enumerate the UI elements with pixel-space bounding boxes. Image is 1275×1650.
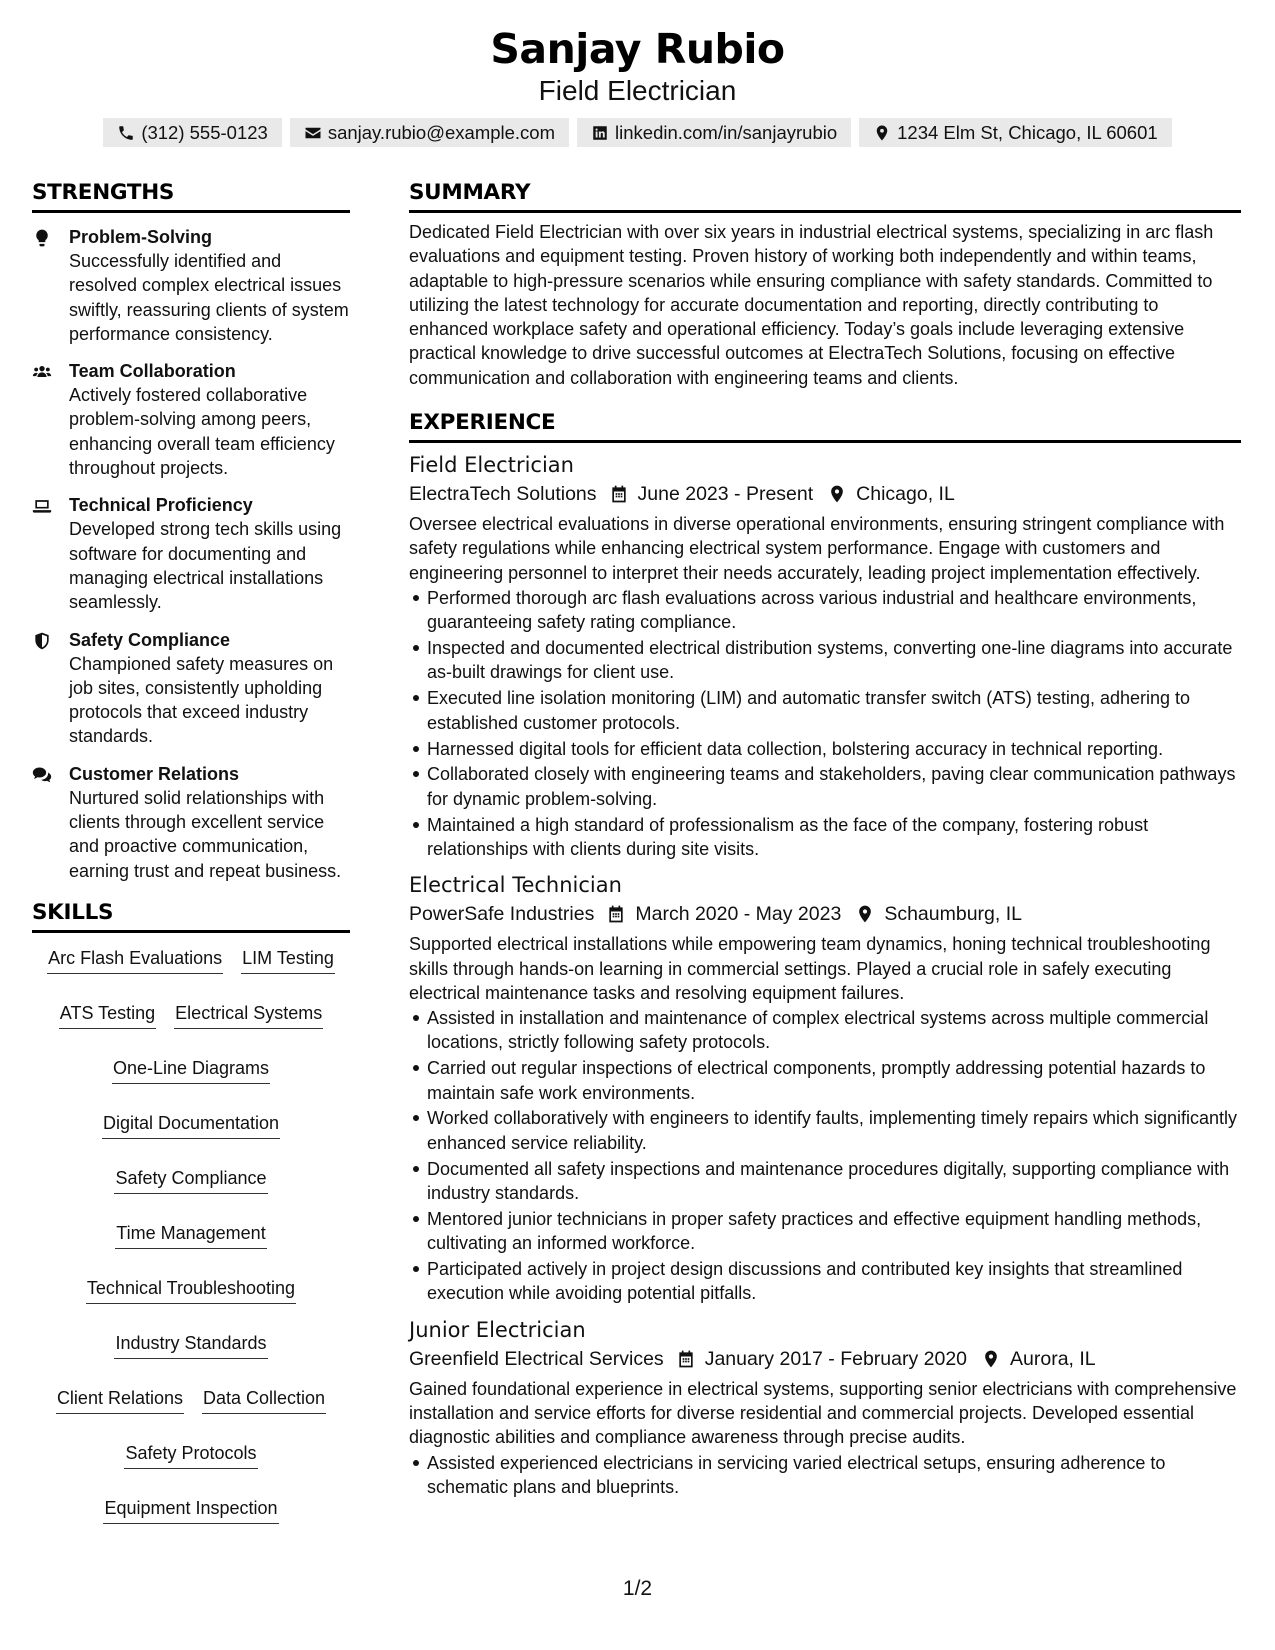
strength-title: Problem-Solving: [69, 227, 213, 247]
job-bullets: [409, 1451, 1241, 1500]
skill-tag: Digital Documentation: [102, 1110, 280, 1139]
skill-tag: Time Management: [115, 1220, 266, 1249]
skill-tag: One-Line Diagrams: [112, 1055, 270, 1084]
phone-icon: [117, 124, 135, 142]
strengths-title: STRENGTHS: [32, 176, 350, 213]
bullet-item: Performed thorough arc flash evaluations across various industrial and healthcare environments, guaranteeing safety rating compliance.: [409, 586, 1241, 635]
strength-item: [32, 225, 350, 346]
skill-tag: Safety Protocols: [124, 1440, 257, 1469]
company-name: Greenfield Electrical Services: [409, 1347, 664, 1370]
bullet-item: Documented all safety inspections and maintenance procedures digitally, supporting compliance with industry standards.: [409, 1157, 1241, 1206]
job-bullets: [409, 586, 1241, 861]
job-meta: [409, 479, 1241, 509]
comments-icon: [32, 765, 52, 785]
job-title: Field Electrician: [409, 453, 574, 478]
bullet-item: Harnessed digital tools for efficient data collection, bolstering accuracy in technical reporting.: [409, 737, 1241, 761]
bullet-item: Worked collaboratively with engineers to identify faults, implementing timely repairs which significantly enhanced service reliability.: [409, 1106, 1241, 1155]
bullet-item: Collaborated closely with engineering teams and stakeholders, paving clear communication pathways for dynamic problem-solving.: [409, 762, 1241, 811]
strength-title: Customer Relations: [69, 763, 240, 784]
job-location: Schaumburg, IL: [884, 903, 1022, 926]
skill-tag: Safety Compliance: [114, 1165, 267, 1194]
job-location: Aurora, IL: [1010, 1347, 1096, 1370]
company-name: ElectraTech Solutions: [409, 483, 597, 506]
location-pin-icon: [827, 484, 847, 504]
resume-header: [0, 0, 1275, 147]
bullet-item: Participated actively in project design discussions and contributed key insights that streamlined execution while avoiding potential pitfalls.: [409, 1257, 1241, 1306]
strength-title: Safety Compliance: [69, 629, 231, 650]
summary-title: SUMMARY: [409, 176, 1241, 213]
job-dates: June 2023 - Present: [637, 483, 814, 506]
email-chip[interactable]: [290, 118, 569, 147]
users-icon: [32, 362, 52, 382]
experience-title: EXPERIENCE: [409, 406, 1241, 443]
job-location: Chicago, IL: [856, 483, 955, 506]
strength-item: [32, 628, 350, 749]
skills-title: SKILLS: [32, 896, 350, 933]
bullet-item: Assisted in installation and maintenance of complex electrical systems across multiple commercial locations, strictly following safety protocols.: [409, 1006, 1241, 1055]
bullet-item: Executed line isolation monitoring (LIM) and automatic transfer switch (ATS) testing, adhering to established customer protocols.: [409, 686, 1241, 735]
job-title: Electrical Technician: [409, 873, 622, 898]
job-bullets: [409, 1006, 1241, 1306]
skill-tag: Client Relations: [56, 1385, 184, 1414]
job-title: Junior Electrician: [409, 1317, 586, 1342]
company-name: PowerSafe Industries: [409, 903, 595, 926]
strength-item: [32, 359, 350, 480]
skills-list: [32, 945, 350, 1524]
strength-desc: Nurtured solid relationships with clients through excellent service and proactive communication, earning trust and repeat business.: [69, 787, 342, 881]
candidate-name: Sanjay Rubio: [490, 25, 785, 73]
phone-chip[interactable]: [103, 118, 282, 147]
job-description: Gained foundational experience in electrical systems, supporting senior electricians with comprehensive installation and service efforts for diverse residential and commercial projects. Developed essential diagnostic abilities and compliance awareness through precise audits.: [409, 1378, 1237, 1448]
bullet-item: Carried out regular inspections of electrical components, promptly addressing potential hazards to maintain safe work environments.: [409, 1056, 1241, 1105]
skill-tag: LIM Testing: [241, 945, 335, 974]
skill-tag: Arc Flash Evaluations: [47, 945, 223, 974]
contact-bar: [0, 118, 1275, 147]
bullet-item: Inspected and documented electrical distribution systems, converting one-line diagrams into accurate as-built drawings for client use.: [409, 636, 1241, 685]
job-description: Oversee electrical evaluations in diverse operational environments, ensuring stringent compliance with safety regulations while enhancing electrical system performance. Engage with customers and engineering personnel to interpret their needs accurately, leading project implementation effectively.: [409, 514, 1225, 583]
summary-text: Dedicated Field Electrician with over six years in industrial electrical systems, specializing in arc flash evaluations and equipment testing. Proven history of working both independently and within teams, adaptable to high-pressure scenarios while ensuring compliance with safety standards. Committed to utilizing the latest technology for accurate documentation and reporting, directly contributing to enhanced workplace safety and operational efficiency. Today’s goals include leveraging extensive practical knowledge to drive successful outcomes at ElectraTech Solutions, focusing on effective communication and collaboration with engineering teams and clients.: [409, 222, 1214, 388]
job-meta: [409, 1344, 1241, 1374]
skill-tag: Electrical Systems: [174, 1000, 323, 1029]
strength-title: Technical Proficiency: [69, 495, 253, 516]
right-column: [409, 176, 1241, 1513]
strength-desc: Actively fostered collaborative problem-solving among peers, enhancing overall team efficiency throughout projects.: [69, 385, 335, 479]
job-dates: March 2020 - May 2023: [635, 903, 842, 926]
location-pin-icon: [873, 124, 891, 142]
job-entry: [409, 1316, 1241, 1499]
address-text: 1234 Elm St, Chicago, IL 60601: [897, 121, 1158, 143]
strength-item: [32, 493, 350, 614]
bullet-item: Mentored junior technicians in proper safety practices and effective equipment handling methods, cultivating an informed workforce.: [409, 1207, 1241, 1256]
skill-tag: ATS Testing: [59, 1000, 156, 1029]
strength-item: [32, 762, 350, 883]
job-meta: [409, 899, 1241, 929]
linkedin-chip[interactable]: [577, 118, 851, 147]
email-text: sanjay.rubio@example.com: [327, 121, 556, 143]
linkedin-text: linkedin.com/in/sanjayrubio: [615, 121, 838, 143]
laptop-icon: [32, 496, 52, 516]
bullet-item: Assisted experienced electricians in servicing varied electrical setups, ensuring adherence to schematic plans and blueprints.: [409, 1451, 1241, 1500]
envelope-icon: [304, 124, 322, 142]
skill-tag: Industry Standards: [114, 1330, 267, 1359]
strength-desc: Championed safety measures on job sites, consistently upholding protocols that exceed industry standards.: [69, 653, 334, 747]
skill-tag: Equipment Inspection: [103, 1495, 278, 1524]
phone-text: (312) 555-0123: [141, 121, 268, 143]
skill-tag: Data Collection: [202, 1385, 326, 1414]
page-number: 1/2: [622, 1577, 653, 1600]
strength-title: Team Collaboration: [69, 361, 236, 382]
location-pin-icon: [855, 904, 875, 924]
strength-desc: Developed strong tech skills using software for documenting and managing electrical installations seamlessly.: [69, 519, 342, 613]
calendar-icon: [676, 1349, 696, 1369]
linkedin-icon: [591, 124, 609, 142]
calendar-icon: [606, 904, 626, 924]
lightbulb-icon: [32, 228, 52, 248]
calendar-icon: [609, 484, 629, 504]
skill-tag: Technical Troubleshooting: [86, 1275, 296, 1304]
left-column: [32, 176, 350, 1524]
strength-desc: Successfully identified and resolved complex electrical issues swiftly, reassuring clients of system performance consistency.: [69, 251, 349, 344]
job-description: Supported electrical installations while empowering team dynamics, honing technical troubleshooting skills through hands-on learning in commercial settings. Played a crucial role in safely executing electrical maintenance tasks and resolving equipment failures.: [409, 934, 1211, 1003]
job-entry: [409, 871, 1241, 1305]
shield-icon: [32, 631, 52, 651]
location-pin-icon: [981, 1349, 1001, 1369]
job-dates: January 2017 - February 2020: [704, 1347, 968, 1370]
address-chip[interactable]: [859, 118, 1172, 147]
bullet-item: Maintained a high standard of professionalism as the face of the company, fostering robust relationships with clients during site visits.: [409, 813, 1241, 862]
candidate-role: Field Electrician: [538, 75, 737, 106]
job-entry: [409, 451, 1241, 861]
